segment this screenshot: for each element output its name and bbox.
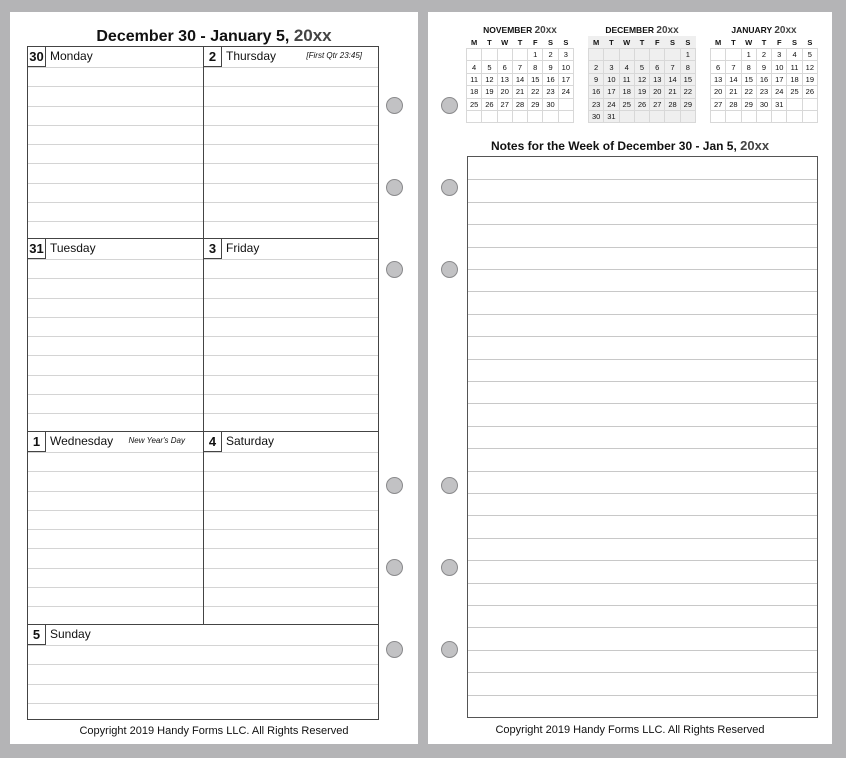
calendar-month-title — [588, 24, 696, 36]
ruled-line — [468, 336, 817, 337]
binder-hole-icon — [441, 559, 458, 576]
right-planner-page — [428, 12, 832, 744]
calendar-day[interactable]: 7 — [726, 61, 741, 73]
ruled-line — [28, 510, 203, 511]
ruled-line — [468, 403, 817, 404]
ruled-line — [204, 183, 378, 184]
ruled-line — [468, 538, 817, 539]
calendar-day[interactable]: 15 — [680, 73, 695, 85]
calendar-day[interactable]: 27 — [497, 98, 512, 110]
binder-hole-icon — [386, 559, 403, 576]
calendar-day — [512, 110, 527, 122]
day-number: 2 — [204, 47, 222, 67]
binder-hole-icon — [386, 179, 403, 196]
calendar-day[interactable]: 13 — [650, 73, 665, 85]
binder-hole-icon — [441, 97, 458, 114]
calendar-grid — [588, 36, 696, 123]
mini-calendar-december — [588, 24, 696, 123]
calendar-day[interactable]: 15 — [528, 73, 543, 85]
calendar-month-name: NOVEMBER — [483, 25, 533, 35]
weekday-header: S — [792, 37, 798, 47]
calendar-day[interactable]: 1 — [680, 49, 695, 61]
calendar-day — [604, 49, 619, 61]
ruled-line — [28, 355, 203, 356]
ruled-line — [28, 645, 378, 646]
calendar-day — [756, 110, 771, 122]
calendar-month-title — [710, 24, 818, 36]
calendar-day — [467, 110, 482, 122]
calendar-day[interactable]: 9 — [543, 61, 558, 73]
weekday-header: M — [593, 37, 600, 47]
ruled-line — [28, 67, 203, 68]
left-copyright: Copyright 2019 Handy Forms LLC. All Rights Reserved — [79, 725, 349, 737]
calendar-day — [650, 110, 665, 122]
calendar-day[interactable]: 10 — [772, 61, 787, 73]
calendar-day[interactable]: 7 — [512, 61, 527, 73]
ruled-line — [28, 86, 203, 87]
calendar-day[interactable]: 3 — [558, 49, 573, 61]
calendar-day[interactable]: 23 — [543, 86, 558, 98]
ruled-line — [204, 413, 378, 414]
calendar-day[interactable]: 11 — [619, 73, 634, 85]
calendar-day[interactable]: 2 — [543, 49, 558, 61]
ruled-line — [28, 298, 203, 299]
ruled-line — [28, 606, 203, 607]
binder-hole-icon — [386, 97, 403, 114]
binder-hole-icon — [386, 641, 403, 658]
calendar-day[interactable]: 28 — [665, 98, 680, 110]
calendar-day[interactable]: 31 — [772, 98, 787, 110]
calendar-month-year: 20xx — [774, 25, 797, 36]
calendar-day — [558, 110, 573, 122]
mini-calendar-january — [710, 24, 818, 123]
calendar-day[interactable]: 14 — [726, 73, 741, 85]
calendar-day — [619, 49, 634, 61]
calendar-day[interactable]: 9 — [756, 61, 771, 73]
ruled-line — [468, 605, 817, 606]
weekday-header: S — [548, 37, 554, 47]
weekday-header: M — [471, 37, 478, 47]
calendar-day[interactable]: 12 — [802, 61, 817, 73]
calendar-grid — [466, 36, 574, 123]
ruled-line — [204, 587, 378, 588]
ruled-line — [204, 67, 378, 68]
calendar-day[interactable]: 22 — [741, 86, 756, 98]
calendar-day[interactable]: 12 — [482, 73, 497, 85]
ruled-line — [28, 684, 378, 685]
calendar-day — [726, 49, 741, 61]
calendar-day[interactable]: 2 — [756, 49, 771, 61]
binder-hole-icon — [441, 477, 458, 494]
calendar-day — [772, 110, 787, 122]
ruled-line — [468, 583, 817, 584]
day-box-saturday[interactable] — [204, 432, 378, 625]
calendar-day[interactable]: 10 — [604, 73, 619, 85]
calendar-day[interactable]: 2 — [589, 61, 604, 73]
calendar-day — [589, 49, 604, 61]
ruled-line — [28, 548, 203, 549]
calendar-grid — [710, 36, 818, 123]
calendar-day[interactable]: 25 — [467, 98, 482, 110]
calendar-day — [512, 49, 527, 61]
calendar-day[interactable]: 21 — [512, 86, 527, 98]
calendar-day[interactable]: 14 — [665, 73, 680, 85]
calendar-day[interactable]: 11 — [787, 61, 802, 73]
calendar-day[interactable]: 26 — [802, 86, 817, 98]
notes-title-year: 20xx — [740, 138, 770, 153]
calendar-month-name: DECEMBER — [605, 25, 655, 35]
ruled-line — [28, 106, 203, 107]
notes-title-text: Notes for the Week of December 30 - Jan 5, — [490, 139, 737, 153]
calendar-day[interactable]: 9 — [589, 73, 604, 85]
weekday-header: F — [654, 37, 660, 47]
calendar-day[interactable]: 6 — [711, 61, 726, 73]
ruled-line — [468, 471, 817, 472]
calendar-day[interactable]: 21 — [726, 86, 741, 98]
binder-hole-icon — [386, 477, 403, 494]
calendar-day[interactable]: 28 — [512, 98, 527, 110]
calendar-day — [787, 98, 802, 110]
calendar-day[interactable]: 4 — [619, 61, 634, 73]
calendar-day[interactable]: 5 — [802, 49, 817, 61]
ruled-line — [28, 703, 378, 704]
week-title — [10, 26, 418, 46]
calendar-day[interactable]: 8 — [680, 61, 695, 73]
ruled-line — [28, 529, 203, 530]
day-number: 31 — [28, 239, 46, 259]
calendar-day[interactable]: 4 — [467, 61, 482, 73]
ruled-line — [468, 515, 817, 516]
calendar-month-name: JANUARY — [731, 25, 772, 35]
calendar-day[interactable]: 16 — [543, 73, 558, 85]
ruled-line — [204, 202, 378, 203]
calendar-day[interactable]: 24 — [558, 86, 573, 98]
ruled-line — [204, 568, 378, 569]
ruled-line — [204, 355, 378, 356]
day-number: 5 — [28, 625, 46, 645]
ruled-line — [204, 529, 378, 530]
weekday-header: W — [623, 37, 631, 47]
day-name: Tuesday — [50, 241, 96, 255]
ruled-line — [204, 259, 378, 260]
ruled-line — [468, 291, 817, 292]
ruled-line — [204, 394, 378, 395]
calendar-day[interactable]: 18 — [467, 86, 482, 98]
calendar-day[interactable]: 22 — [680, 86, 695, 98]
calendar-day[interactable]: 1 — [741, 49, 756, 61]
ruled-line — [204, 491, 378, 492]
calendar-day[interactable]: 4 — [787, 49, 802, 61]
binder-hole-icon — [441, 179, 458, 196]
day-box-monday[interactable] — [28, 47, 204, 239]
calendar-day — [497, 49, 512, 61]
day-name: Wednesday — [50, 434, 114, 448]
notes-area[interactable] — [467, 156, 818, 718]
calendar-day[interactable]: 11 — [467, 73, 482, 85]
calendar-day[interactable]: 19 — [634, 86, 649, 98]
calendar-day[interactable]: 25 — [787, 86, 802, 98]
ruled-line — [468, 179, 817, 180]
ruled-line — [204, 471, 378, 472]
calendar-day[interactable]: 1 — [528, 49, 543, 61]
ruled-line — [28, 413, 203, 414]
calendar-day[interactable]: 30 — [756, 98, 771, 110]
day-number: 1 — [28, 432, 46, 452]
weekday-header: S — [807, 37, 813, 47]
ruled-line — [204, 606, 378, 607]
week-grid — [27, 46, 379, 720]
binder-hole-icon — [441, 261, 458, 278]
ruled-line — [28, 587, 203, 588]
calendar-day[interactable]: 26 — [634, 98, 649, 110]
calendar-day — [482, 49, 497, 61]
ruled-line — [468, 314, 817, 315]
weekday-header: W — [501, 37, 509, 47]
ruled-line — [468, 650, 817, 651]
calendar-day — [634, 110, 649, 122]
calendar-day — [528, 110, 543, 122]
weekday-header: F — [776, 37, 782, 47]
calendar-day[interactable]: 17 — [558, 73, 573, 85]
calendar-day[interactable]: 20 — [711, 86, 726, 98]
ruled-line — [468, 695, 817, 696]
ruled-line — [204, 221, 378, 222]
day-name: Saturday — [226, 434, 275, 448]
weekday-header: S — [685, 37, 691, 47]
day-box-wednesday[interactable] — [28, 432, 204, 625]
calendar-month-year: 20xx — [534, 25, 557, 36]
calendar-day — [741, 110, 756, 122]
calendar-day — [787, 110, 802, 122]
ruled-line — [28, 317, 203, 318]
ruled-line — [468, 426, 817, 427]
ruled-line — [468, 560, 817, 561]
calendar-day[interactable]: 6 — [650, 61, 665, 73]
calendar-day[interactable]: 27 — [711, 98, 726, 110]
weekday-header: T — [517, 37, 523, 47]
day-name: Sunday — [50, 627, 91, 641]
calendar-day[interactable]: 24 — [772, 86, 787, 98]
right-copyright: Copyright 2019 Handy Forms LLC. All Rights Reserved — [495, 724, 765, 736]
ruled-line — [468, 269, 817, 270]
day-number: 3 — [204, 239, 222, 259]
calendar-day[interactable]: 12 — [634, 73, 649, 85]
ruled-line — [28, 491, 203, 492]
weekday-header: W — [745, 37, 753, 47]
ruled-line — [204, 125, 378, 126]
ruled-line — [204, 278, 378, 279]
ruled-line — [28, 664, 378, 665]
calendar-day — [482, 110, 497, 122]
calendar-day — [467, 49, 482, 61]
calendar-day[interactable]: 30 — [543, 98, 558, 110]
calendar-day[interactable]: 28 — [726, 98, 741, 110]
calendar-day — [802, 98, 817, 110]
calendar-day[interactable]: 26 — [482, 98, 497, 110]
calendar-day[interactable]: 24 — [604, 98, 619, 110]
calendar-day[interactable]: 3 — [772, 49, 787, 61]
day-box-thursday[interactable] — [204, 47, 378, 239]
ruled-line — [204, 163, 378, 164]
calendar-day[interactable]: 27 — [650, 98, 665, 110]
calendar-day — [802, 110, 817, 122]
calendar-day[interactable]: 17 — [772, 73, 787, 85]
calendar-day — [634, 49, 649, 61]
day-number: 4 — [204, 432, 222, 452]
weekday-header: M — [715, 37, 722, 47]
ruled-line — [204, 86, 378, 87]
weekday-header: T — [761, 37, 767, 47]
mini-calendar-november — [466, 24, 574, 123]
ruled-line — [204, 452, 378, 453]
weekday-header: T — [487, 37, 492, 47]
ruled-line — [28, 144, 203, 145]
ruled-line — [28, 375, 203, 376]
calendar-day[interactable]: 14 — [512, 73, 527, 85]
calendar-month-year: 20xx — [656, 25, 679, 36]
calendar-day[interactable]: 10 — [558, 61, 573, 73]
weekday-header: S — [563, 37, 569, 47]
weekday-header: T — [609, 37, 614, 47]
calendar-day[interactable]: 25 — [619, 98, 634, 110]
calendar-day[interactable]: 29 — [528, 98, 543, 110]
calendar-day[interactable]: 16 — [589, 86, 604, 98]
ruled-line — [204, 317, 378, 318]
ruled-line — [28, 259, 203, 260]
ruled-line — [204, 106, 378, 107]
day-box-friday[interactable] — [204, 239, 378, 432]
moon-phase-note: [First Qtr 23:45] — [306, 51, 362, 60]
calendar-day[interactable]: 22 — [528, 86, 543, 98]
calendar-day[interactable]: 20 — [650, 86, 665, 98]
calendar-day[interactable]: 23 — [756, 86, 771, 98]
calendar-month-title — [466, 24, 574, 36]
ruled-line — [468, 381, 817, 382]
ruled-line — [28, 125, 203, 126]
calendar-day[interactable]: 29 — [680, 98, 695, 110]
ruled-line — [28, 568, 203, 569]
calendar-day[interactable]: 19 — [482, 86, 497, 98]
calendar-day[interactable]: 18 — [619, 86, 634, 98]
calendar-day[interactable]: 21 — [665, 86, 680, 98]
calendar-day — [665, 110, 680, 122]
binder-hole-icon — [441, 641, 458, 658]
calendar-day[interactable]: 19 — [802, 73, 817, 85]
calendar-day[interactable]: 3 — [604, 61, 619, 73]
calendar-day[interactable]: 7 — [665, 61, 680, 73]
weekday-header: F — [532, 37, 538, 47]
calendar-day[interactable]: 29 — [741, 98, 756, 110]
ruled-line — [468, 627, 817, 628]
calendar-day — [650, 49, 665, 61]
calendar-day — [711, 49, 726, 61]
calendar-day — [543, 110, 558, 122]
calendar-day[interactable]: 13 — [497, 73, 512, 85]
calendar-day[interactable]: 17 — [604, 86, 619, 98]
ruled-line — [468, 224, 817, 225]
ruled-line — [204, 548, 378, 549]
day-box-sunday[interactable] — [28, 625, 378, 719]
day-box-tuesday[interactable] — [28, 239, 204, 432]
calendar-day[interactable]: 5 — [482, 61, 497, 73]
weekday-header: T — [731, 37, 736, 47]
ruled-line — [468, 247, 817, 248]
ruled-line — [28, 336, 203, 337]
ruled-line — [204, 375, 378, 376]
ruled-line — [204, 298, 378, 299]
day-name: Friday — [226, 241, 260, 255]
calendar-day[interactable]: 30 — [589, 110, 604, 122]
ruled-line — [468, 359, 817, 360]
ruled-line — [204, 336, 378, 337]
notes-title — [428, 138, 832, 153]
ruled-line — [468, 672, 817, 673]
left-planner-page — [10, 12, 418, 744]
calendar-day — [558, 98, 573, 110]
calendar-day[interactable]: 8 — [528, 61, 543, 73]
calendar-day — [711, 110, 726, 122]
day-number: 30 — [28, 47, 46, 67]
ruled-line — [468, 202, 817, 203]
ruled-line — [204, 144, 378, 145]
ruled-line — [28, 183, 203, 184]
calendar-day — [619, 110, 634, 122]
calendar-day[interactable]: 5 — [634, 61, 649, 73]
holiday-note: New Year's Day — [128, 436, 185, 445]
calendar-day[interactable]: 15 — [741, 73, 756, 85]
weekday-header: T — [639, 37, 645, 47]
ruled-line — [28, 163, 203, 164]
ruled-line — [468, 448, 817, 449]
calendar-day[interactable]: 13 — [711, 73, 726, 85]
week-title-year: 20xx — [293, 26, 332, 45]
binder-hole-icon — [386, 261, 403, 278]
ruled-line — [204, 510, 378, 511]
ruled-line — [468, 493, 817, 494]
ruled-line — [28, 394, 203, 395]
calendar-day[interactable]: 16 — [756, 73, 771, 85]
day-name: Monday — [50, 49, 93, 63]
calendar-day — [497, 110, 512, 122]
calendar-day[interactable]: 6 — [497, 61, 512, 73]
ruled-line — [28, 452, 203, 453]
calendar-day[interactable]: 8 — [741, 61, 756, 73]
calendar-day — [680, 110, 695, 122]
calendar-day[interactable]: 18 — [787, 73, 802, 85]
calendar-day — [726, 110, 741, 122]
ruled-line — [28, 278, 203, 279]
calendar-day[interactable]: 20 — [497, 86, 512, 98]
ruled-line — [28, 221, 203, 222]
day-name: Thursday — [226, 49, 277, 63]
calendar-day — [665, 49, 680, 61]
weekday-header: S — [670, 37, 676, 47]
ruled-line — [28, 202, 203, 203]
calendar-day[interactable]: 31 — [604, 110, 619, 122]
week-title-range: December 30 - January 5, — [96, 28, 290, 45]
ruled-line — [28, 471, 203, 472]
calendar-day[interactable]: 23 — [589, 98, 604, 110]
